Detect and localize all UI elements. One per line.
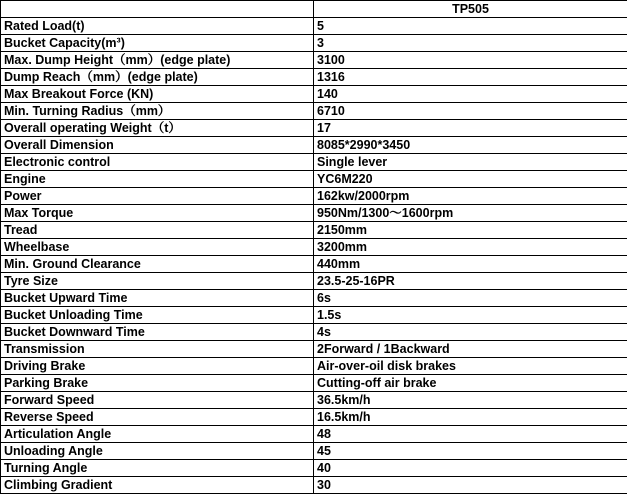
spec-parameter-cell: Bucket Upward Time <box>1 290 314 307</box>
spec-value-cell: 16.5km/h <box>314 409 627 426</box>
spec-value-cell: 45 <box>314 443 627 460</box>
table-row <box>1 375 627 392</box>
spec-parameter-cell: Max Breakout Force (KN) <box>1 86 314 103</box>
table-row <box>1 307 627 324</box>
spec-parameter-cell: Unloading Angle <box>1 443 314 460</box>
spec-parameter-cell: Dump Reach（mm）(edge plate) <box>1 69 314 86</box>
spec-value-cell: 2150mm <box>314 222 627 239</box>
table-row <box>1 341 627 358</box>
spec-value-cell: 950Nm/1300～1600rpm <box>314 205 627 222</box>
spec-parameter-cell: Min. Ground Clearance <box>1 256 314 273</box>
spec-value-cell: 1.5s <box>314 307 627 324</box>
table-row <box>1 52 627 69</box>
table-row <box>1 460 627 477</box>
spec-parameter-cell: Max Torque <box>1 205 314 222</box>
table-row <box>1 256 627 273</box>
table-row <box>1 222 627 239</box>
table-header-row <box>1 1 627 18</box>
spec-value-cell: 23.5-25-16PR <box>314 273 627 290</box>
spec-table-body <box>1 1 627 494</box>
spec-parameter-cell: Overall Dimension <box>1 137 314 154</box>
spec-value-cell: 140 <box>314 86 627 103</box>
table-row <box>1 358 627 375</box>
table-row <box>1 154 627 171</box>
table-row <box>1 137 627 154</box>
table-row <box>1 103 627 120</box>
spec-value-cell: 5 <box>314 18 627 35</box>
spec-parameter-cell: Tread <box>1 222 314 239</box>
spec-value-cell: 6710 <box>314 103 627 120</box>
spec-value-cell: 30 <box>314 477 627 494</box>
table-row <box>1 426 627 443</box>
spec-parameter-cell: Bucket Capacity(m³) <box>1 35 314 52</box>
spec-value-cell: 4s <box>314 324 627 341</box>
table-row <box>1 69 627 86</box>
spec-value-cell: YC6M220 <box>314 171 627 188</box>
spec-value-cell: 8085*2990*3450 <box>314 137 627 154</box>
spec-parameter-cell: Forward Speed <box>1 392 314 409</box>
spec-value-cell: 48 <box>314 426 627 443</box>
spec-value-cell: Single lever <box>314 154 627 171</box>
table-row <box>1 86 627 103</box>
spec-value-cell: 3100 <box>314 52 627 69</box>
table-row <box>1 324 627 341</box>
spec-parameter-cell: Turning Angle <box>1 460 314 477</box>
spec-parameter-cell: Overall operating Weight（t） <box>1 120 314 137</box>
spec-parameter-cell: Reverse Speed <box>1 409 314 426</box>
spec-parameter-cell: Min. Turning Radius（mm） <box>1 103 314 120</box>
header-label-cell <box>1 1 314 18</box>
spec-parameter-cell: Transmission <box>1 341 314 358</box>
spec-value-cell: 3 <box>314 35 627 52</box>
spec-parameter-cell: Climbing Gradient <box>1 477 314 494</box>
table-row <box>1 239 627 256</box>
spec-parameter-cell: Driving Brake <box>1 358 314 375</box>
spec-value-cell: 40 <box>314 460 627 477</box>
spec-parameter-cell: Rated Load(t) <box>1 18 314 35</box>
spec-value-cell: Air-over-oil disk brakes <box>314 358 627 375</box>
spec-value-cell: 440mm <box>314 256 627 273</box>
table-row <box>1 477 627 494</box>
spec-value-cell: 17 <box>314 120 627 137</box>
table-row <box>1 205 627 222</box>
spec-value-cell: Cutting-off air brake <box>314 375 627 392</box>
table-row <box>1 35 627 52</box>
spec-parameter-cell: Bucket Downward Time <box>1 324 314 341</box>
model-name-cell: TP505 <box>314 1 627 18</box>
spec-value-cell: 1316 <box>314 69 627 86</box>
spec-value-cell: 36.5km/h <box>314 392 627 409</box>
spec-parameter-cell: Parking Brake <box>1 375 314 392</box>
spec-parameter-cell: Power <box>1 188 314 205</box>
table-row <box>1 171 627 188</box>
table-row <box>1 392 627 409</box>
table-row <box>1 273 627 290</box>
spec-parameter-cell: Electronic control <box>1 154 314 171</box>
spec-value-cell: 2Forward / 1Backward <box>314 341 627 358</box>
spec-value-cell: 3200mm <box>314 239 627 256</box>
table-row <box>1 409 627 426</box>
table-row <box>1 188 627 205</box>
table-row <box>1 18 627 35</box>
spec-parameter-cell: Engine <box>1 171 314 188</box>
table-row <box>1 290 627 307</box>
spec-parameter-cell: Max. Dump Height（mm）(edge plate) <box>1 52 314 69</box>
spec-parameter-cell: Bucket Unloading Time <box>1 307 314 324</box>
table-row <box>1 443 627 460</box>
spec-value-cell: 162kw/2000rpm <box>314 188 627 205</box>
spec-parameter-cell: Tyre Size <box>1 273 314 290</box>
table-row <box>1 120 627 137</box>
spec-value-cell: 6s <box>314 290 627 307</box>
spec-parameter-cell: Articulation Angle <box>1 426 314 443</box>
spec-parameter-cell: Wheelbase <box>1 239 314 256</box>
